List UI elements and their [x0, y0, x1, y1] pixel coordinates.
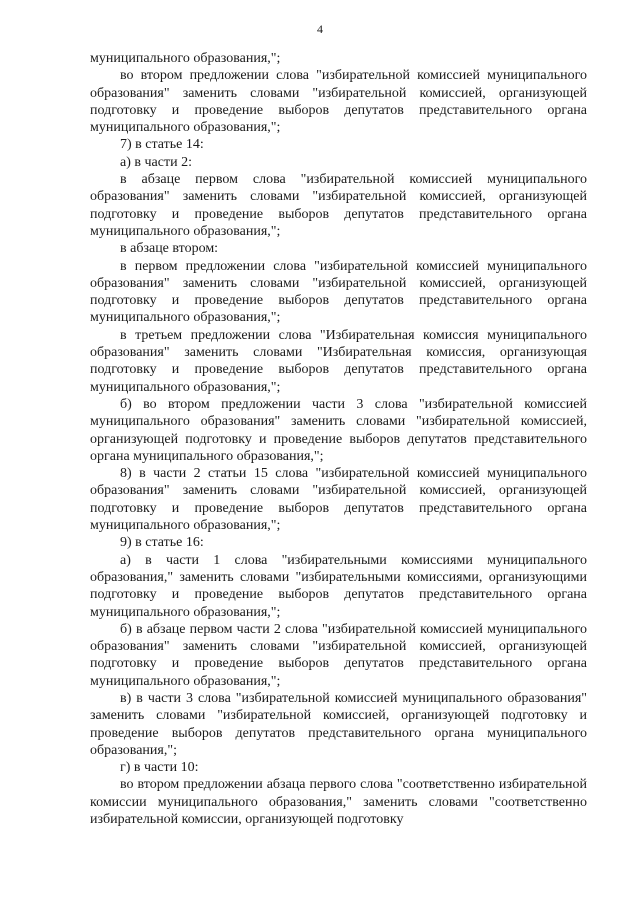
document-body: [90, 50, 587, 828]
page-number: 4: [317, 22, 323, 36]
paragraph-continuation: муниципального образования,";: [90, 51, 281, 66]
paragraph-part-10-amendment: во втором предложении абзаца первого слова "соответственно избирательной комиссии муниципального образования," заменить словами "соответственно избирательной комиссии, организующей подготовку: [90, 777, 587, 828]
paragraph-first-sentence-amendment: в первом предложении слова "избирательной комиссией муниципального образования" заменить словами "избирательной комиссией, организующей подготовку и проведение выборов депутатов представительного органа муниципального образования,";: [90, 258, 587, 326]
paragraph-second-sentence-amendment: во втором предложении слова "избирательной комиссией муниципального образования" заменить словами "избирательной комиссией, организующей подготовку и проведение выборов депутатов представительного органа муниципального образования,";: [90, 68, 587, 136]
paragraph-second-abzac-heading: в абзаце втором:: [120, 241, 219, 257]
paragraph-subitem-a: а) в части 2:: [120, 154, 192, 170]
paragraph-third-sentence-amendment: в третьем предложении слова "Избирательная комиссия муниципального образования" заменить словами "Избирательная комиссия, организующая подготовку и проведение выборов депутатов представительного органа муниципального образования,";: [90, 327, 587, 395]
paragraph-item-7: 7) в статье 14:: [120, 137, 204, 153]
paragraph-item-9-g: г) в части 10:: [120, 760, 199, 776]
paragraph-item-8: 8) в части 2 статьи 15 слова "избирательной комиссией муниципального образования" заменить словами "избирательной комиссией, организующей подготовку и проведение выборов депутатов представительного органа муниципального образования,";: [90, 466, 587, 534]
paragraph-subitem-b-part-3: б) во втором предложении части 3 слова "избирательной комиссией муниципального образования" заменить словами "избирательной комиссией, организующей подготовку и проведение выборов депутатов представительного органа муниципального образования,";: [90, 396, 587, 464]
paragraph-item-9-v: в) в части 3 слова "избирательной комиссией муниципального образования" заменить словами "избирательной комиссией, организующей подготовку и проведение выборов депутатов представительного органа муниципального образования,";: [90, 690, 587, 758]
paragraph-first-abzac-amendment: в абзаце первом слова "избирательной комиссией муниципального образования" заменить словами "избирательной комиссией, организующей подготовку и проведение выборов депутатов представительного органа муниципального образования,";: [90, 172, 587, 239]
paragraph-item-9-a: а) в части 1 слова "избирательными комиссиями муниципального образования," заменить словами "избирательными комиссиями, организующими подготовку и проведение выборов депутатов представительного органа муниципального образования,";: [90, 552, 587, 620]
paragraph-item-9-b: б) в абзаце первом части 2 слова "избирательной комиссией муниципального образования" заменить словами "избирательной комиссией, организующей подготовку и проведение выборов депутатов представительного органа муниципального образования,";: [90, 621, 587, 689]
paragraph-item-9: 9) в статье 16:: [120, 535, 204, 551]
